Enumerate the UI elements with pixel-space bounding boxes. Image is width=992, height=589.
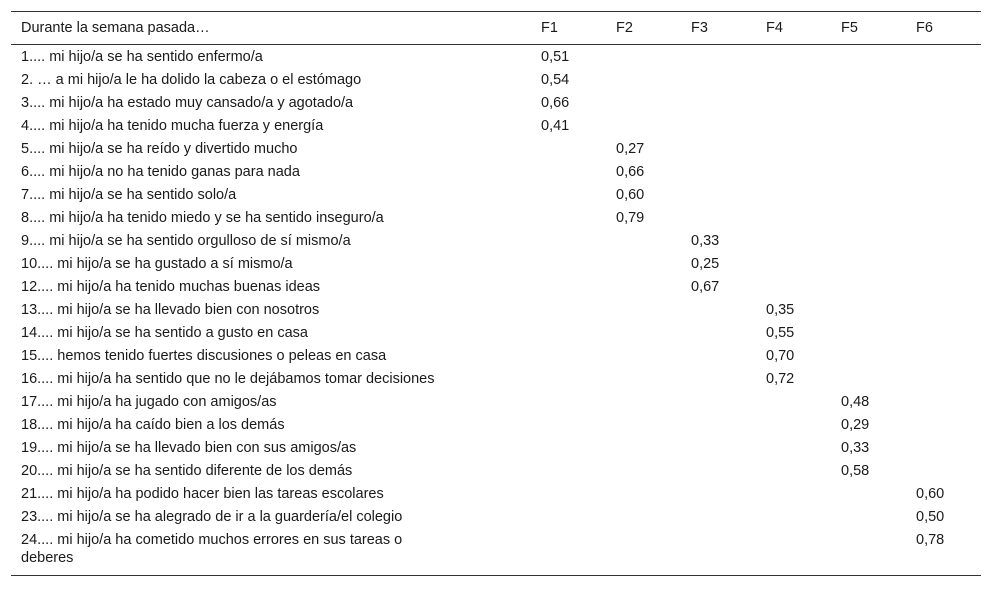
loading-f2 <box>606 485 681 508</box>
loading-f4 <box>756 416 831 439</box>
loading-f1 <box>531 370 606 393</box>
loading-f1: 0,41 <box>541 118 570 134</box>
header-item: Durante la semana pasada… <box>11 12 531 45</box>
item-text: 4.... mi hijo/a ha tenido mucha fuerza y energía <box>21 118 324 134</box>
loading-f2 <box>606 531 681 576</box>
table-row <box>11 140 981 163</box>
loading-f4 <box>756 71 831 94</box>
item-text: 24.... mi hijo/a ha cometido muchos errores en sus tareas o deberes <box>11 531 531 576</box>
loading-f3 <box>681 186 756 209</box>
header-f1: F1 <box>531 12 606 45</box>
loading-f3: 0,25 <box>691 256 720 272</box>
loading-f3 <box>681 117 756 140</box>
loading-f2 <box>606 324 681 347</box>
loading-f1 <box>531 278 606 301</box>
item-text: 14.... mi hijo/a se ha sentido a gusto en casa <box>21 325 308 341</box>
table-row <box>11 508 981 531</box>
loading-f4 <box>756 186 831 209</box>
loading-f1 <box>531 324 606 347</box>
loading-f4 <box>756 278 831 301</box>
loading-f5 <box>831 163 906 186</box>
loading-f4 <box>756 209 831 232</box>
loading-f3 <box>681 439 756 462</box>
loading-f3: 0,67 <box>691 279 720 295</box>
loading-f2 <box>606 45 681 72</box>
table-row <box>11 71 981 94</box>
table-row <box>11 393 981 416</box>
item-text: 15.... hemos tenido fuertes discusiones o peleas en casa <box>21 348 387 364</box>
loading-f3 <box>681 370 756 393</box>
loading-f2 <box>606 232 681 255</box>
loading-f5: 0,29 <box>841 417 870 433</box>
table-row <box>11 301 981 324</box>
loading-f2 <box>606 393 681 416</box>
loading-f2: 0,79 <box>616 210 645 226</box>
loading-f1 <box>531 209 606 232</box>
loading-f6: 0,78 <box>906 531 981 576</box>
loading-f1 <box>531 485 606 508</box>
loading-f6 <box>906 117 981 140</box>
table-row <box>11 416 981 439</box>
loading-f2 <box>606 416 681 439</box>
header-row <box>11 12 981 45</box>
loading-f6 <box>906 301 981 324</box>
loading-f5 <box>831 117 906 140</box>
item-text: 13.... mi hijo/a se ha llevado bien con nosotros <box>21 302 320 318</box>
loading-f3 <box>681 209 756 232</box>
item-text: 20.... mi hijo/a se ha sentido diferente de los demás <box>21 463 353 479</box>
loading-f6 <box>906 232 981 255</box>
loading-f5 <box>831 186 906 209</box>
loading-f4 <box>756 232 831 255</box>
loading-f5 <box>831 485 906 508</box>
loading-f2 <box>606 255 681 278</box>
header-f2: F2 <box>606 12 681 45</box>
loading-f1 <box>531 508 606 531</box>
loading-f5 <box>831 45 906 72</box>
loading-f6 <box>906 324 981 347</box>
loading-f3 <box>681 416 756 439</box>
loading-f2 <box>606 347 681 370</box>
table-row <box>11 45 981 72</box>
loading-f6 <box>906 416 981 439</box>
loading-f3 <box>681 485 756 508</box>
loading-f4 <box>756 45 831 72</box>
loading-f6 <box>906 439 981 462</box>
item-text: 23.... mi hijo/a se ha alegrado de ir a la guardería/el colegio <box>21 509 403 525</box>
item-text: 19.... mi hijo/a se ha llevado bien con sus amigos/as <box>21 440 357 456</box>
loading-f1: 0,66 <box>541 95 570 111</box>
loading-f4: 0,72 <box>766 371 795 387</box>
table-row <box>11 370 981 393</box>
loading-f4 <box>756 508 831 531</box>
loading-f2: 0,66 <box>616 164 645 180</box>
loading-f1 <box>531 462 606 485</box>
table-row <box>11 439 981 462</box>
loading-f2 <box>606 117 681 140</box>
table-row <box>11 255 981 278</box>
loading-f2 <box>606 439 681 462</box>
item-text: 12.... mi hijo/a ha tenido muchas buenas ideas <box>21 279 321 295</box>
loading-f4: 0,70 <box>766 348 795 364</box>
loading-f6 <box>906 71 981 94</box>
loading-f5 <box>831 508 906 531</box>
loading-f1 <box>531 140 606 163</box>
table-row <box>11 485 981 508</box>
loading-f4 <box>756 393 831 416</box>
table-body <box>11 45 981 576</box>
item-text: 21.... mi hijo/a ha podido hacer bien las tareas escolares <box>21 486 384 502</box>
loading-f3 <box>681 94 756 117</box>
loading-f3 <box>681 508 756 531</box>
loading-f5: 0,58 <box>841 463 870 479</box>
table-row <box>11 462 981 485</box>
loading-f2 <box>606 508 681 531</box>
loading-f4 <box>756 439 831 462</box>
loading-f4 <box>756 255 831 278</box>
loading-f3 <box>681 393 756 416</box>
table-row <box>11 347 981 370</box>
loading-f1 <box>531 347 606 370</box>
item-text: 17.... mi hijo/a ha jugado con amigos/as <box>21 394 277 410</box>
factor-loadings-table <box>11 11 981 576</box>
loading-f5 <box>831 71 906 94</box>
loading-f5 <box>831 347 906 370</box>
table-row <box>11 278 981 301</box>
item-text: 16.... mi hijo/a ha sentido que no le dejábamos tomar decisiones <box>21 371 435 387</box>
loading-f6 <box>906 278 981 301</box>
loading-f4: 0,55 <box>766 325 795 341</box>
loading-f4 <box>756 531 831 576</box>
loading-f5: 0,48 <box>841 394 870 410</box>
table-row <box>11 531 981 576</box>
loading-f5 <box>831 301 906 324</box>
loading-f5 <box>831 94 906 117</box>
table-row <box>11 163 981 186</box>
loading-f2: 0,27 <box>616 141 645 157</box>
header-f6: F6 <box>906 12 981 45</box>
header-f5: F5 <box>831 12 906 45</box>
loading-f6 <box>906 94 981 117</box>
loading-f4 <box>756 140 831 163</box>
loading-f3 <box>681 462 756 485</box>
table-row <box>11 117 981 140</box>
item-text: 7.... mi hijo/a se ha sentido solo/a <box>21 187 237 203</box>
item-text: 3.... mi hijo/a ha estado muy cansado/a y agotado/a <box>21 95 354 111</box>
loading-f6: 0,60 <box>916 486 945 502</box>
loading-f5 <box>831 232 906 255</box>
item-text: 6.... mi hijo/a no ha tenido ganas para nada <box>21 164 300 180</box>
loading-f3 <box>681 71 756 94</box>
loading-f2 <box>606 462 681 485</box>
loading-f5 <box>831 278 906 301</box>
loading-f2: 0,60 <box>616 187 645 203</box>
loading-f1 <box>531 301 606 324</box>
loading-f3 <box>681 324 756 347</box>
loading-f5: 0,33 <box>841 440 870 456</box>
loading-f2 <box>606 94 681 117</box>
loading-f1 <box>531 439 606 462</box>
item-text: 10.... mi hijo/a se ha gustado a sí mismo/a <box>21 256 293 272</box>
loading-f4 <box>756 117 831 140</box>
loading-f4: 0,35 <box>766 302 795 318</box>
loading-f2 <box>606 278 681 301</box>
table-row <box>11 209 981 232</box>
table-row <box>11 232 981 255</box>
loading-f1 <box>531 163 606 186</box>
loading-f3 <box>681 45 756 72</box>
loading-f1 <box>531 255 606 278</box>
loading-f3 <box>681 140 756 163</box>
loading-f6 <box>906 209 981 232</box>
loading-f6 <box>906 393 981 416</box>
loading-f4 <box>756 485 831 508</box>
loading-f3: 0,33 <box>691 233 720 249</box>
item-text: 18.... mi hijo/a ha caído bien a los demás <box>21 417 285 433</box>
table-row <box>11 324 981 347</box>
loading-f6: 0,50 <box>916 509 945 525</box>
item-text: 2. … a mi hijo/a le ha dolido la cabeza o el estómago <box>21 72 362 88</box>
loading-f5 <box>831 140 906 163</box>
loading-f5 <box>831 209 906 232</box>
loading-f6 <box>906 45 981 72</box>
loading-f1: 0,51 <box>541 49 570 65</box>
loading-f5 <box>831 324 906 347</box>
loading-f5 <box>831 255 906 278</box>
loading-f4 <box>756 163 831 186</box>
loading-f5 <box>831 531 906 576</box>
item-text: 8.... mi hijo/a ha tenido miedo y se ha sentido inseguro/a <box>21 210 384 226</box>
loading-f2 <box>606 71 681 94</box>
loading-f6 <box>906 163 981 186</box>
loading-f1 <box>531 393 606 416</box>
loading-f3 <box>681 301 756 324</box>
loading-f6 <box>906 347 981 370</box>
loading-f2 <box>606 301 681 324</box>
header-f4: F4 <box>756 12 831 45</box>
loading-f5 <box>831 370 906 393</box>
loading-f6 <box>906 370 981 393</box>
table-row <box>11 94 981 117</box>
loading-f1 <box>531 232 606 255</box>
item-text: 9.... mi hijo/a se ha sentido orgulloso de sí mismo/a <box>21 233 351 249</box>
item-text: 1.... mi hijo/a se ha sentido enfermo/a <box>21 49 263 65</box>
header-f3: F3 <box>681 12 756 45</box>
loading-f1 <box>531 531 606 576</box>
loading-f6 <box>906 186 981 209</box>
loading-f4 <box>756 462 831 485</box>
loading-f3 <box>681 163 756 186</box>
table-row <box>11 186 981 209</box>
loading-f1: 0,54 <box>541 72 570 88</box>
loading-f2 <box>606 370 681 393</box>
loading-f6 <box>906 255 981 278</box>
loading-f3 <box>681 531 756 576</box>
loading-f6 <box>906 462 981 485</box>
item-text: 5.... mi hijo/a se ha reído y divertido mucho <box>21 141 298 157</box>
loading-f3 <box>681 347 756 370</box>
loading-f1 <box>531 416 606 439</box>
loading-f4 <box>756 94 831 117</box>
loading-f6 <box>906 140 981 163</box>
loading-f1 <box>531 186 606 209</box>
